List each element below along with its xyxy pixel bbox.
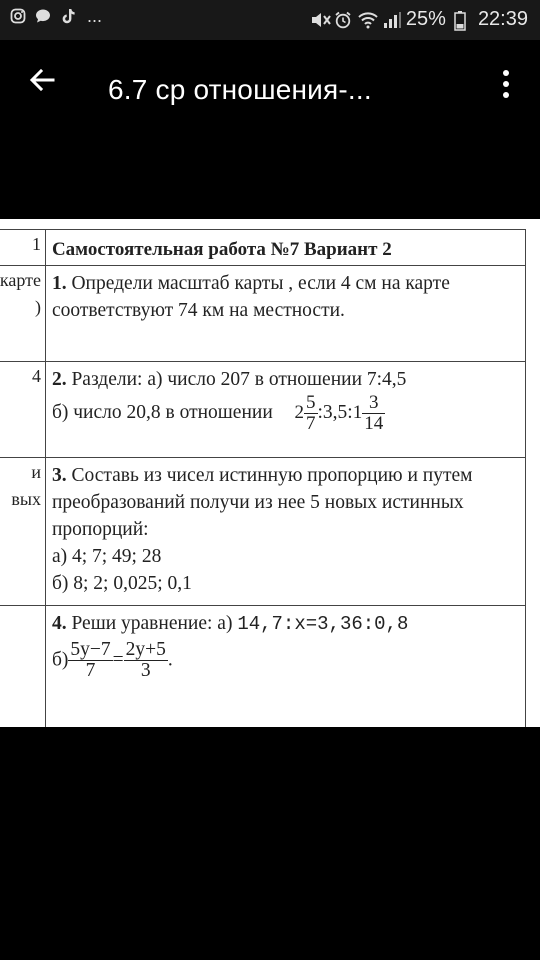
numerator: 5y−7 [70,639,111,660]
clock: 22:39 [477,8,528,30]
denominator: 3 [140,660,151,682]
task-text: Составь из чисел истинную пропорцию и путем преобразований получи из нее 5 новых истинных пропорций: [51,465,473,540]
app-bar [0,40,540,140]
worksheet-header: Самостоятельная работа №7 Вариант 2 [51,239,392,260]
table-row [0,362,526,458]
left-cell [0,230,45,266]
denominator: 14 [364,412,384,434]
battery-percent: 25% [405,8,446,30]
header-cell [45,230,525,266]
option-label: б) [51,649,69,671]
table-row [0,266,526,362]
mute-icon [310,11,326,27]
task-number: 3. [51,465,67,486]
task-number: 2. [51,369,67,390]
left-cell [0,362,45,458]
left-column-text: и [31,462,41,482]
signal-icon [382,11,398,27]
task-option: а) 4; 7; 49; 28 [51,546,162,567]
task-2 [45,362,525,458]
left-column-text: ) [34,297,41,317]
table-row [0,606,526,728]
more-vert-icon[interactable] [494,66,518,102]
fraction [124,640,168,682]
equals-sign: = [112,649,124,671]
alarm-icon [334,11,350,27]
denominator: 7 [85,660,96,682]
left-column-text: вых [11,489,41,509]
mixed-fraction [294,392,318,434]
table-row [0,230,526,266]
task-1 [45,266,525,362]
task-text: Реши уравнение: а) [66,613,238,634]
equation-a: 14,7:х=3,36:0,8 [237,613,409,635]
worksheet [0,229,526,727]
whole-part: 1 [352,401,363,423]
mixed-fraction [352,392,386,434]
whole-part: 2 [294,401,305,423]
back-arrow-icon[interactable] [26,64,58,96]
task-text: б) число 20,8 в отношении [51,401,273,423]
left-column-text: 1 [31,234,41,254]
fraction [362,393,385,434]
denominator: 7 [306,412,316,434]
document-viewer[interactable] [0,219,540,727]
instagram-icon [10,8,26,24]
task-table [0,229,526,727]
viewer-background [0,727,540,960]
task-number: 1. [51,273,67,294]
task-text: Определи масштаб карты , если 4 см на карте соответствуют 74 км на местности. [51,273,450,321]
page-title: 6.7 ср отношения-... [108,74,372,105]
period: . [167,649,173,671]
task-option: б) 8; 2; 0,025; 0,1 [51,573,192,594]
more-notifications: ... [87,6,103,26]
wifi-icon [358,11,374,27]
task-number: 4. [51,613,67,634]
left-cell [0,458,45,606]
numerator: 3 [362,393,385,414]
fraction [304,393,318,434]
tiktok-icon [60,8,76,24]
task-text: Раздели: а) число 207 в отношении 7:4,5 [66,369,407,390]
left-column-text: карте [0,270,41,290]
battery-icon [454,11,470,27]
fraction [68,640,112,682]
ratio-middle: :3,5: [317,401,353,423]
numerator: 2y+5 [125,639,166,660]
status-bar [0,0,540,40]
left-cell [0,606,45,728]
left-column-text: 4 [31,366,41,386]
task-3 [45,458,525,606]
left-cell [0,266,45,362]
table-row [0,458,526,606]
task-4 [45,606,525,728]
chat-bubble-icon [35,8,51,24]
numerator: 5 [306,392,316,413]
